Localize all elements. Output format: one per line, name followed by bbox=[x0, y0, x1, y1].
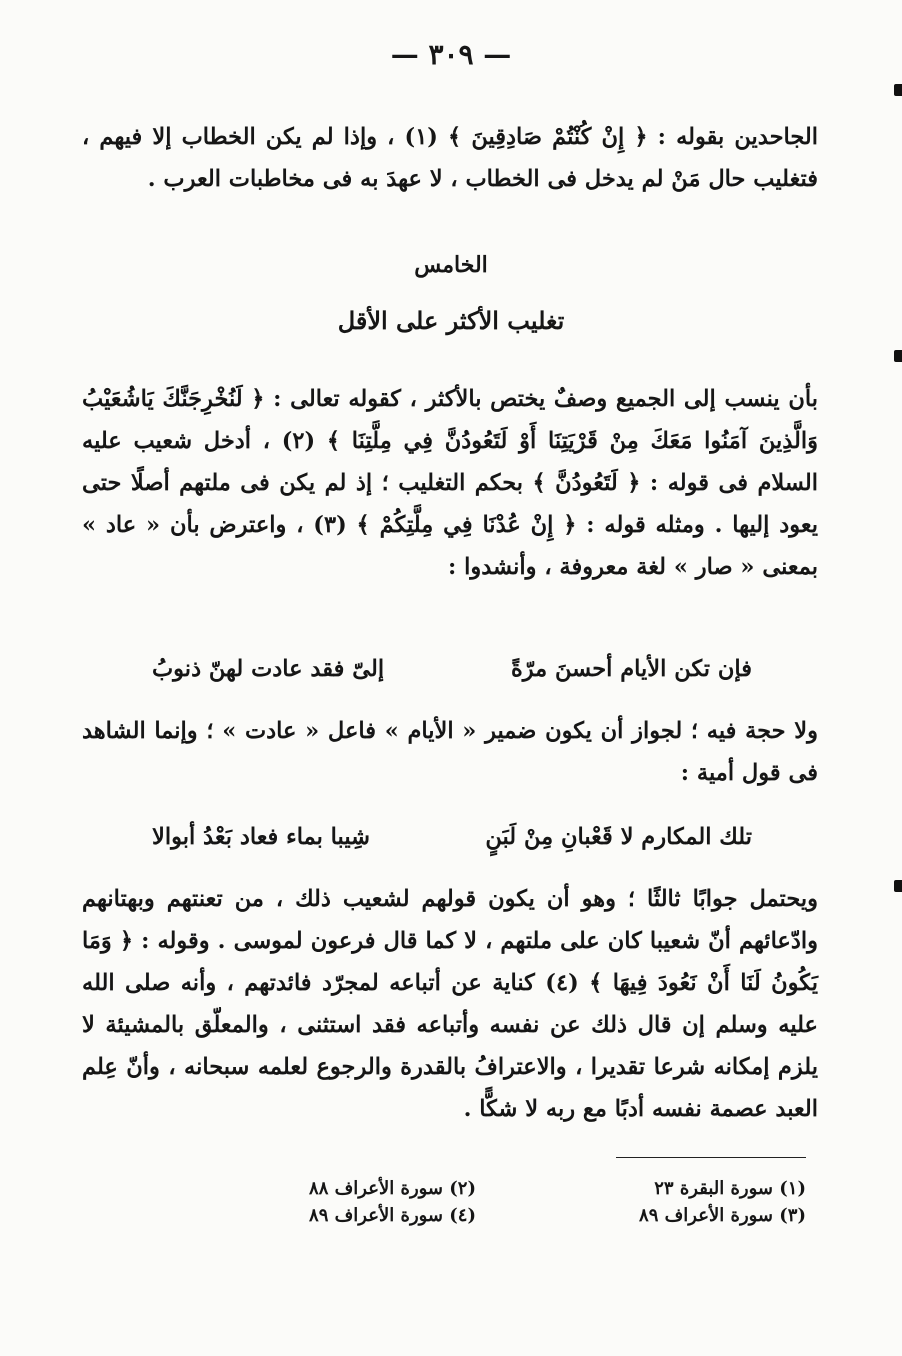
footnote-3: (٣) سورة الأعراف ٨٩ bbox=[639, 1205, 806, 1226]
verse-2-second-hemistich: شِيبا بماء فعاد بَعْدُ أبوالا bbox=[152, 824, 370, 850]
footnotes bbox=[186, 1178, 806, 1226]
poetry-verse-1 bbox=[152, 656, 752, 682]
page-number: — ٣٠٩ — bbox=[390, 38, 512, 71]
verse-2-first-hemistich: تلك المكارم لا قَعْبانِ مِنْ لَبَنٍ bbox=[485, 824, 752, 850]
section-label: الخامس bbox=[414, 252, 488, 278]
paragraph-objection: ولا حجة فيه ؛ لجواز أن يكون ضمير « الأيام » فاعل « عادت » ؛ وإنما الشاهد فى قول أمية : bbox=[82, 718, 818, 786]
binding-mark bbox=[894, 84, 902, 96]
verse-1-first-hemistich: فإن تكن الأيام أحسنَ مرّةً bbox=[510, 656, 752, 682]
footnote-divider bbox=[616, 1157, 806, 1158]
footnote-1: (١) سورة البقرة ٢٣ bbox=[654, 1178, 806, 1199]
poetry-verse-2 bbox=[152, 824, 752, 850]
section-title: تغليب الأكثر على الأقل bbox=[337, 306, 565, 335]
binding-mark bbox=[894, 880, 902, 892]
footnote-2: (٢) سورة الأعراف ٨٨ bbox=[309, 1178, 476, 1199]
paragraph-intro: الجاحدين بقوله : ﴿ إِنْ كُنْتُمْ صَادِقِينَ ﴾ (١) ، وإذا لم يكن الخطاب إلا فيهم ، فتغليب حال مَنْ لم يدخل فى الخطاب ، لا عهدَ به فى مخاطبات العرب . bbox=[82, 124, 818, 192]
paragraph-third-answer: ويحتمل جوابًا ثالثًا ؛ وهو أن يكون قولهم لشعيب ذلك ، من تعنتهم وبهتانهم وادّعائهم أنّ شعيبا كان على ملتهم ، لا كما قال فرعون لموسى . وقوله : ﴿ وَمَا يَكُونُ لَنَا أَنْ نَعُودَ فِيهَا ﴾ (٤) كناية عن أتباعه لمجرّد فائدتهم ، وأنه صلى الله عليه وسلم إن قال ذلك عن نفسه وأتباعه فقد استثنى ، والمعلّق بالمشيئة لا يلزم إمكانه شرعا تقديرا ، والاعترافُ بالقدرة والرجوع لعلمه سبحانه ، وأنّ عِلم العبد عصمة نفسه أدبًا مع ربه لا شكًّا . bbox=[82, 886, 818, 1122]
footnote-4: (٤) سورة الأعراف ٨٩ bbox=[309, 1205, 476, 1226]
verse-1-second-hemistich: إلىّ فقد عادت لهنّ ذنوبُ bbox=[152, 656, 385, 682]
binding-mark bbox=[894, 350, 902, 362]
paragraph-main: بأن ينسب إلى الجميع وصفٌ يختص بالأكثر ، كقوله تعالى : ﴿ لَنُخْرِجَنَّكَ يَاشُعَيْبُ وَالَّذِينَ آمَنُوا مَعَكَ مِنْ قَرْيَتِنَا أَوْ لَتَعُودُنَّ فِي مِلَّتِنَا ﴾ (٢) ، أدخل شعيب عليه السلام فى قوله : ﴿ لَتَعُودُنَّ ﴾ بحكم التغليب ؛ إذ لم يكن فى ملتهم أصلًا حتى يعود إليها . ومثله قوله : ﴿ إِنْ عُدْنَا فِي مِلَّتِكُمْ ﴾ (٣) ، واعترض بأن « عاد » بمعنى « صار » لغة معروفة ، وأنشدوا : bbox=[82, 386, 819, 580]
